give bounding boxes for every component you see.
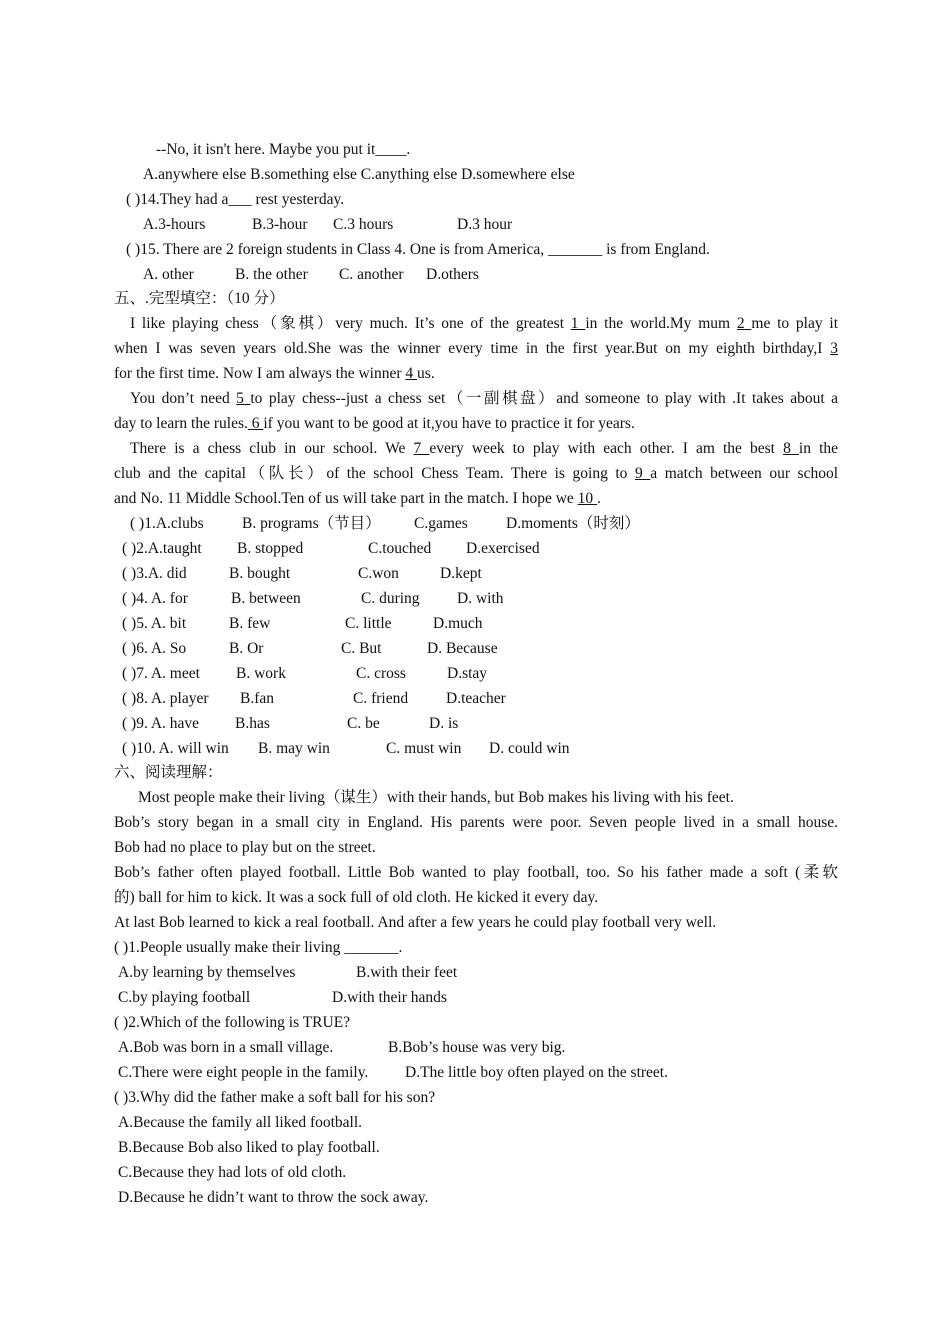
q14-option-d: D.3 hour [457,216,513,233]
cloze-q7-option-d: D.stay [447,665,488,682]
cloze-q6-option-d: D. Because [427,640,498,657]
cloze-q2-option-c: C.touched [368,540,432,557]
blank-5: 5 [236,390,251,407]
q15-option-a: A. other [143,266,194,283]
text: and No. 11 Middle School.Ten of us will take part in the match. I hope we [114,490,578,507]
passage-line-5: 的) ball for him to kick. It was a sock full of old cloth. He kicked it every day. [114,889,599,906]
text: me to play it [751,315,839,332]
text: in the [798,440,839,457]
passage-line-6: At last Bob learned to kick a real football. And after a few years he could play football very well. [114,914,717,931]
section5-heading: 五、.完型填空：（10 分） [114,290,285,307]
reading-q2-option-b: B.Bob’s house was very big. [388,1039,566,1056]
cloze-p3-line1 [114,436,838,461]
reading-q2-option-a: A.Bob was born in a small village. [118,1039,334,1056]
q14-option-c: C.3 hours [333,216,394,233]
cloze-q8-option-b: B.fan [240,690,275,707]
blank-2: 2 [736,315,752,332]
text: if you want to be good at it,you have to practice it for years. [263,415,635,432]
cloze-q2-option-b: B. stopped [237,540,304,557]
text: us. [417,365,435,382]
q14-option-a: A.3-hours [143,216,206,233]
cloze-p1-line1 [114,311,838,336]
blank-8: 8 [783,440,799,457]
passage-line-2: Bob’s story began in a small city in England. His parents were poor. Seven people lived in a small house. [114,814,838,831]
cloze-q5-option-c: C. little [345,615,392,632]
cloze-p2-line1 [114,386,838,411]
cloze-q4-stem: ( )4. A. for [122,590,188,607]
cloze-q6-option-b: B. Or [229,640,264,657]
reading-q1-option-d: D.with their hands [332,989,447,1006]
q14-stem: ( )14.They had a___ rest yesterday. [126,191,345,208]
cloze-q3-stem: ( )3.A. did [122,565,187,582]
text: to play chess--just a chess set（一副棋盘）and someone to play with .It takes about a [250,390,838,407]
cloze-q9-option-d: D. is [429,715,459,732]
cloze-q7-option-c: C. cross [356,665,406,682]
text: every week to play with each other. I am the best [429,440,784,457]
q13-options: A.anywhere else B.something else C.anything else D.somewhere else [143,166,575,183]
cloze-q6-option-c: C. But [341,640,382,657]
text: day to learn the rules. [114,415,248,432]
reading-q3-option-a: A.Because the family all liked football. [118,1114,363,1131]
cloze-q10-option-c: C. must win [386,740,462,757]
blank-4: 4 [405,365,418,382]
section6-heading: 六、阅读理解： [114,764,223,781]
reading-q2-stem: ( )2.Which of the following is TRUE? [114,1014,351,1031]
cloze-q4-option-b: B. between [231,590,301,607]
blank-6: 6 [247,415,264,432]
text: club and the capital（队长）of the school Chess Team. There is going to [114,465,635,482]
reading-q2-option-c: C.There were eight people in the family. [118,1064,369,1081]
passage-line-3: Bob had no place to play but on the street. [114,839,376,856]
reading-q1-stem: ( )1.People usually make their living _______. [114,939,403,956]
text: a match between our school [650,465,839,482]
cloze-q1-option-c: C.games [414,515,468,532]
text: in the world.My mum [585,315,737,332]
passage-line-1: Most people make their living（谋生）with their hands, but Bob makes his living with his feet. [138,789,734,806]
text: . [597,490,601,507]
cloze-q1-option-b: B. programs（节目） [242,515,381,532]
q14-option-b: B.3-hour [252,216,308,233]
q15-option-c: C. another [339,266,404,283]
cloze-q10-option-d: D. could win [489,740,570,757]
cloze-q1-stem: ( )1.A.clubs [130,515,204,532]
reading-q3-stem: ( )3.Why did the father make a soft ball for his son? [114,1089,436,1106]
text: You don’t need [130,390,237,407]
cloze-q5-option-d: D.much [433,615,483,632]
cloze-q8-option-d: D.teacher [446,690,506,707]
cloze-q5-stem: ( )5. A. bit [122,615,187,632]
cloze-q9-stem: ( )9. A. have [122,715,200,732]
cloze-q3-option-d: D.kept [440,565,482,582]
reading-q1-option-c: C.by playing football [118,989,251,1006]
cloze-q10-stem: ( )10. A. will win [122,740,229,757]
text: There is a chess club in our school. We [130,440,414,457]
cloze-q7-option-b: B. work [236,665,286,682]
blank-3: 3 [830,340,838,357]
cloze-p3-line3 [114,486,838,511]
cloze-p1-line2 [114,336,838,361]
blank-7: 7 [413,440,430,457]
reading-q3-option-c: C.Because they had lots of old cloth. [118,1164,347,1181]
cloze-q8-option-c: C. friend [353,690,409,707]
q13-answer-line: --No, it isn't here. Maybe you put it____. [156,141,411,158]
q15-stem: ( )15. There are 2 foreign students in Class 4. One is from America, _______ is from England. [126,241,710,258]
cloze-q4-option-c: C. during [361,590,420,607]
passage-line-4: Bob’s father often played football. Little Bob wanted to play football, too. So his father made a soft (柔软 [114,864,838,881]
cloze-q2-option-d: D.exercised [466,540,540,557]
cloze-q2-stem: ( )2.A.taught [122,540,202,557]
reading-q3-option-d: D.Because he didn’t want to throw the sock away. [118,1189,429,1206]
cloze-q8-stem: ( )8. A. player [122,690,209,707]
cloze-q9-option-c: C. be [347,715,380,732]
blank-10: 10 [577,490,598,507]
cloze-p3-line2 [114,461,838,486]
text: when I was seven years old.She was the winner every time in the first year.But on my eighth birthday,I [114,340,831,357]
cloze-q9-option-b: B.has [235,715,270,732]
reading-q1-option-a: A.by learning by themselves [118,964,296,981]
blank-9: 9 [634,465,651,482]
cloze-q5-option-b: B. few [229,615,271,632]
q15-option-b: B. the other [235,266,308,283]
text: I like playing chess（象棋）very much. It’s one of the greatest [130,315,571,332]
cloze-p1-line3 [114,361,838,386]
cloze-q10-option-b: B. may win [258,740,330,757]
q15-option-d: D.others [426,266,479,283]
cloze-q3-option-c: C.won [358,565,399,582]
cloze-q6-stem: ( )6. A. So [122,640,187,657]
reading-q2-option-d: D.The little boy often played on the street. [405,1064,668,1081]
blank-1: 1 [570,315,586,332]
cloze-q7-stem: ( )7. A. meet [122,665,200,682]
cloze-q3-option-b: B. bought [229,565,291,582]
cloze-q1-option-d: D.moments（时刻） [506,515,640,532]
text: for the first time. Now I am always the winner [114,365,406,382]
cloze-p2-line2 [114,411,838,436]
reading-q3-option-b: B.Because Bob also liked to play football. [118,1139,380,1156]
reading-q1-option-b: B.with their feet [356,964,458,981]
cloze-q4-option-d: D. with [457,590,504,607]
